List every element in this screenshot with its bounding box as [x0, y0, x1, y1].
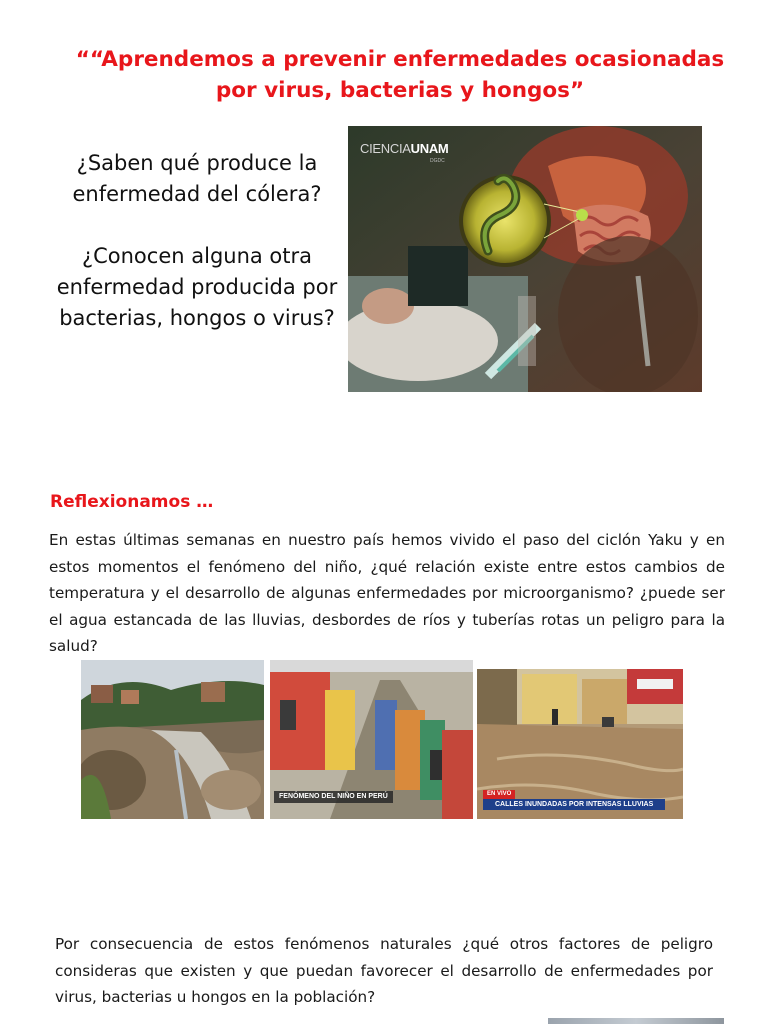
- unam-logo-prefix: CIENCIA: [360, 141, 411, 156]
- page-title: ““Aprendemos a prevenir enfermedades ocasionadas por virus, bacterias y hongos”: [75, 47, 725, 103]
- unam-logo-sub: DGDC: [430, 158, 445, 164]
- followup-paragraph: Por consecuencia de estos fenómenos naturales ¿qué otros factores de peligro consideras que existen y que puedan favorecer el desarrollo de enfermedades por virus, bacterias u hongos en la población?: [55, 935, 713, 1006]
- unam-logo-brand: UNAM: [410, 141, 449, 156]
- flood-photo-caption: CALLES INUNDADAS POR INTENSAS LLUVIAS: [483, 799, 665, 810]
- reflection-paragraph: En estas últimas semanas en nuestro país hemos vivido el paso del ciclón Yaku y en estos momentos el fenómeno del niño, ¿qué relación existe entre estos cambios de temperatura y el desarrollo de algunas enfermedades por microorganismo? ¿puede ser el agua estancada de las lluvias, desbordes de ríos y tuberías rotas un peligro para la salud?: [49, 531, 725, 655]
- question-other-diseases: ¿Conocen alguna otra enfermedad producida por bacterias, hongos o virus?: [56, 244, 338, 330]
- flood-live-badge: EN VIVO: [483, 790, 515, 799]
- flooded-city-photo: [477, 669, 683, 819]
- opening-questions: [52, 148, 342, 334]
- svg-text:CIENCIAUNAM: [360, 141, 448, 156]
- landslide-photo: [81, 660, 264, 819]
- cholera-illustration: [348, 126, 702, 392]
- cropped-image-fragment: [548, 1018, 724, 1024]
- street-photo-caption: FENÓMENO DEL NIÑO EN PERÚ: [274, 791, 393, 803]
- flooded-street-photo: [270, 660, 473, 819]
- question-cholera: ¿Saben qué produce la enfermedad del cólera?: [72, 151, 322, 206]
- reflection-heading: Reflexionamos …: [50, 492, 214, 512]
